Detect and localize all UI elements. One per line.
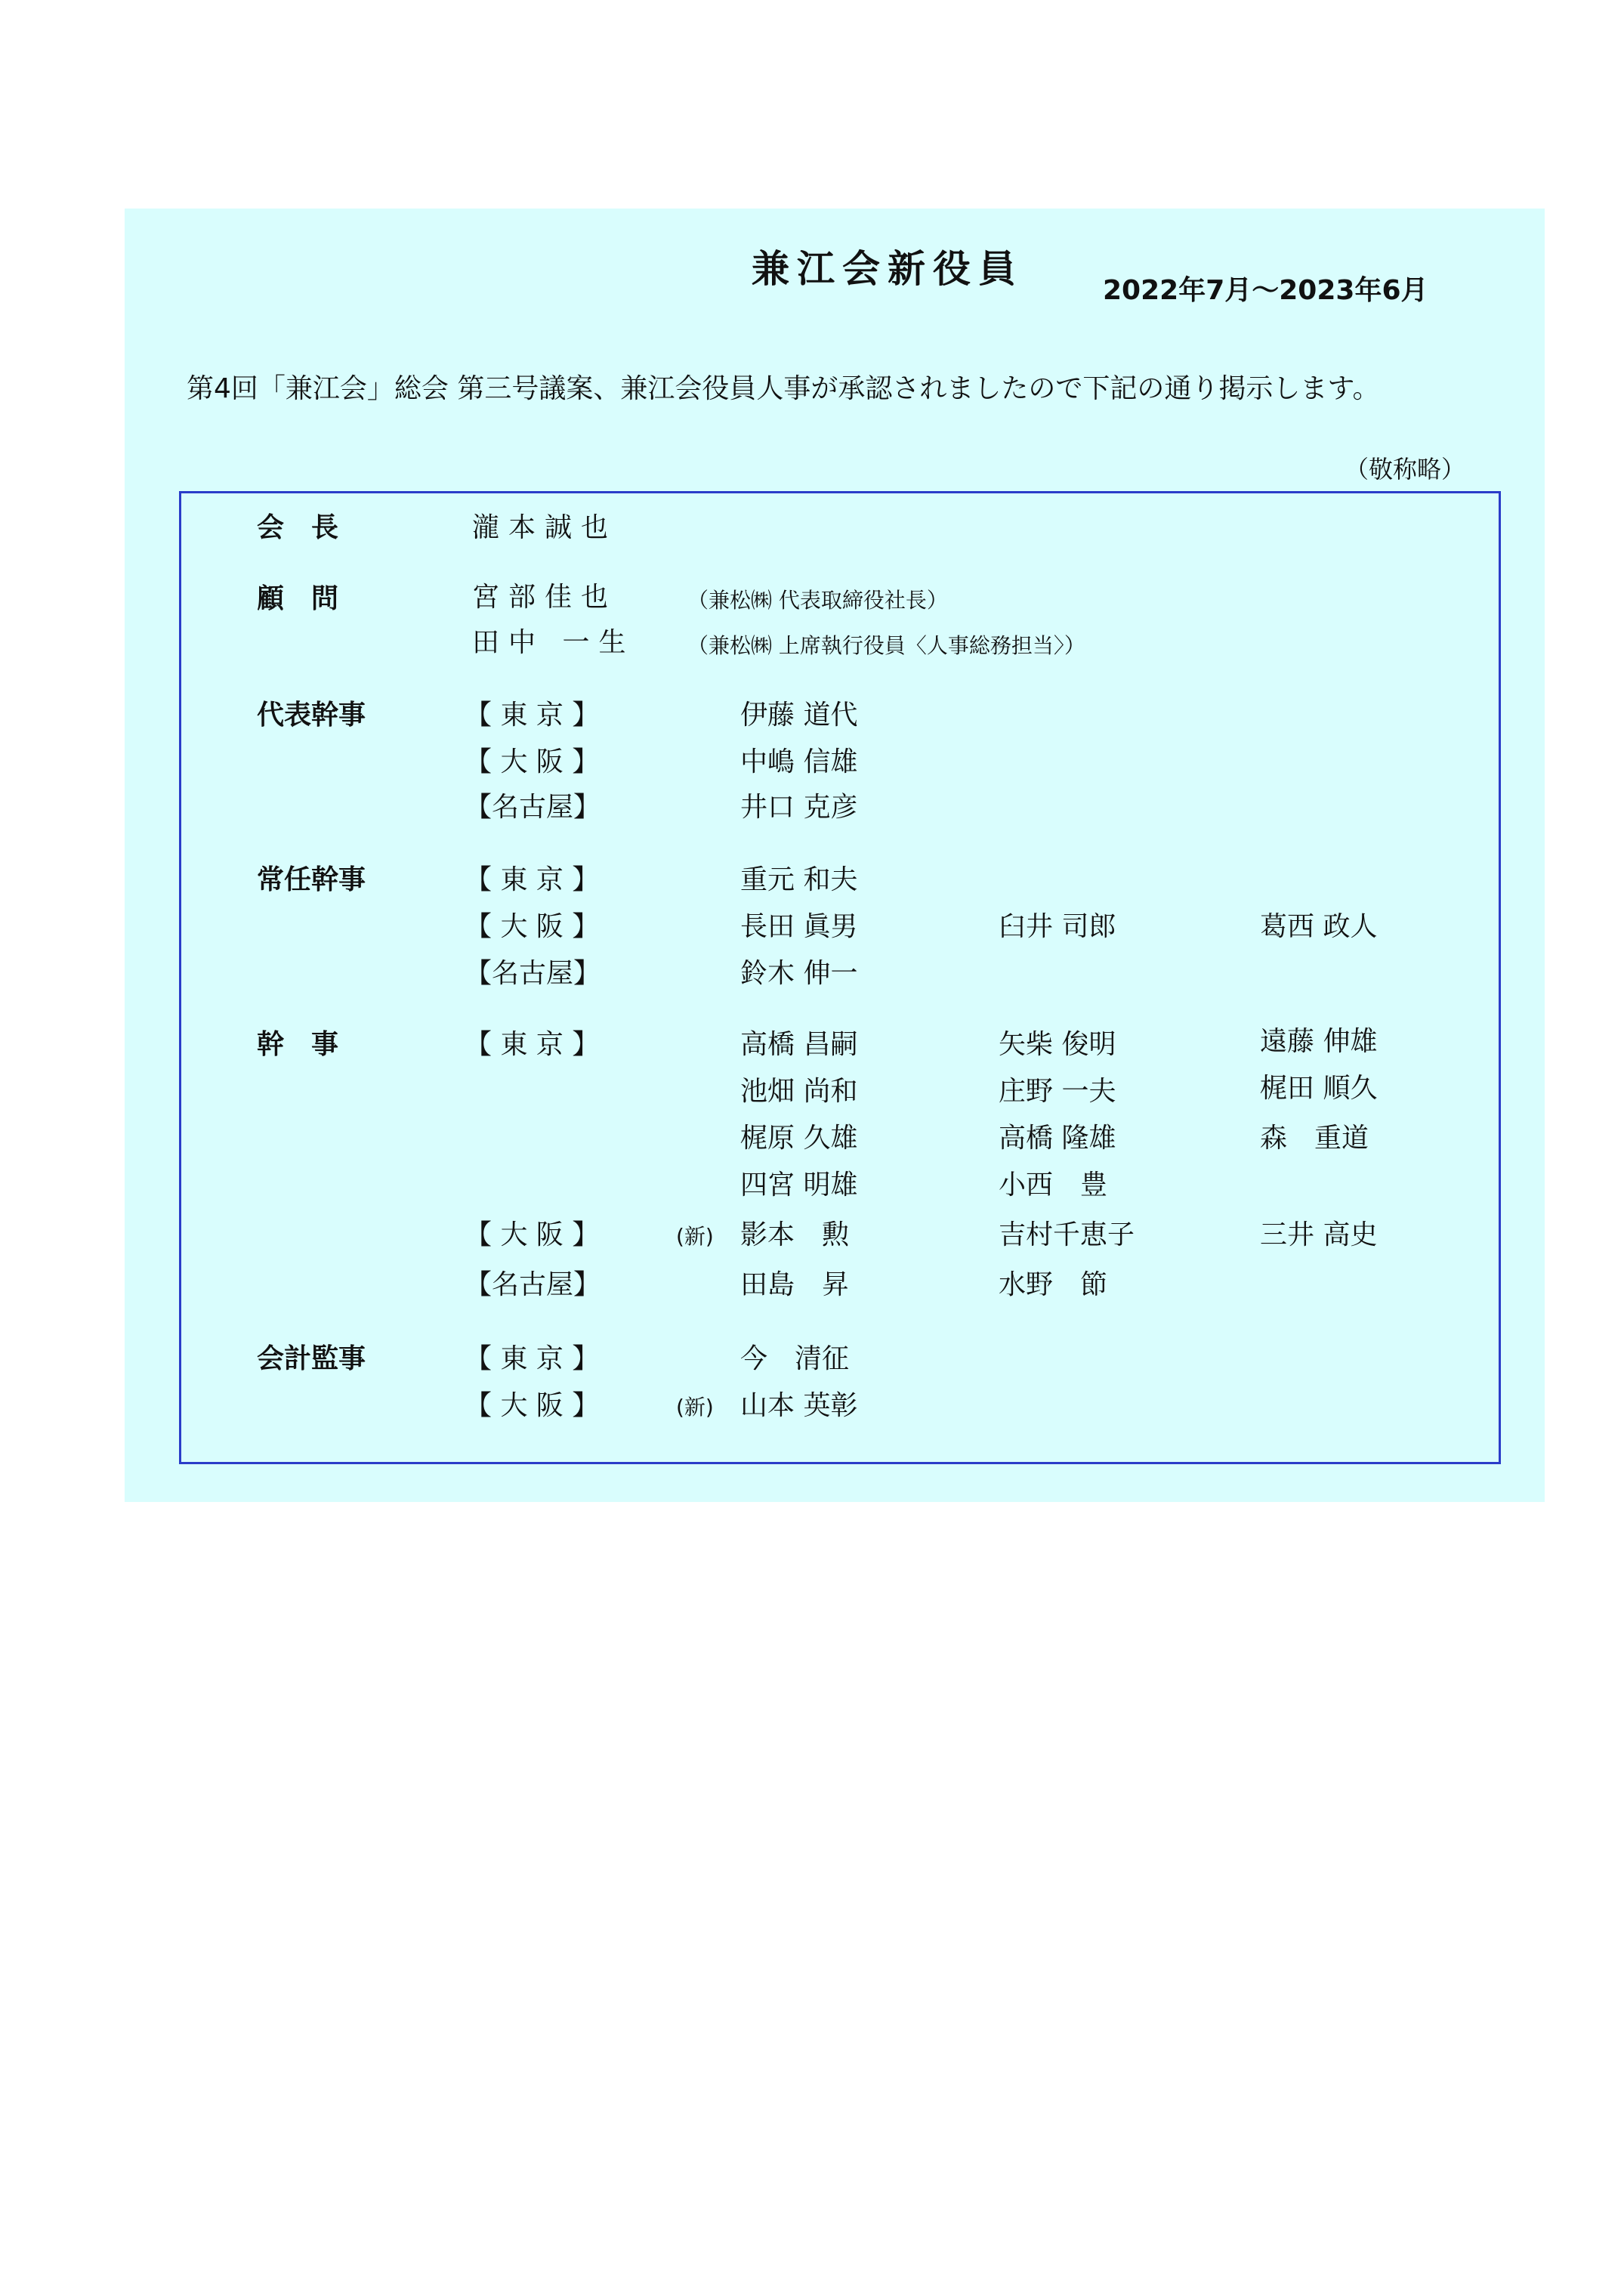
auditors-label: 会計監事: [257, 1343, 366, 1374]
officer-name: 庄野 一夫: [999, 1076, 1116, 1107]
officer-name: 遠藤 伸雄: [1260, 1026, 1378, 1057]
president-label: 会 長: [257, 512, 339, 543]
officer-name: 高橋 昌嗣: [740, 1029, 858, 1060]
officer-name: 葛西 政人: [1260, 911, 1378, 942]
officer-name: 鈴木 伸一: [740, 958, 858, 989]
officer-name: 梶田 順久: [1260, 1073, 1378, 1104]
officer-name: 臼井 司郎: [999, 911, 1116, 942]
new-mark: (新): [676, 1224, 714, 1249]
officer-name: 山本 英彰: [740, 1390, 858, 1421]
officer-name: 三井 高史: [1260, 1219, 1378, 1250]
page-title: 兼江会新役員: [752, 247, 1023, 291]
advisor-name: 宮部佳也: [472, 582, 618, 613]
officer-name: 池畑 尚和: [740, 1076, 858, 1107]
officer-name: 高橋 隆雄: [999, 1123, 1116, 1154]
advisors-label: 顧 問: [257, 583, 339, 614]
officer-name: 矢柴 俊明: [999, 1029, 1116, 1060]
advisor-note: （兼松㈱ 上席執行役員〈人事総務担当〉）: [687, 633, 1085, 658]
officer-name: 今 清征: [740, 1343, 850, 1374]
term-period: 2022年7月～2023年6月: [1103, 275, 1428, 306]
officer-name: 影本 勲: [740, 1219, 850, 1250]
standing-secretaries-label: 常任幹事: [257, 864, 366, 895]
officer-name: 中嶋 信雄: [740, 746, 858, 777]
region-osaka: 【 大 阪 】: [465, 1390, 600, 1421]
officer-name: 四宮 明雄: [740, 1170, 858, 1201]
officer-name: 森 重道: [1260, 1123, 1369, 1154]
officer-name: 重元 和夫: [740, 864, 858, 895]
secretaries-label: 幹 事: [257, 1029, 339, 1060]
new-mark: (新): [676, 1395, 714, 1420]
main-panel: [125, 209, 1545, 1502]
notice-text: 第4回「兼江会」総会 第三号議案、兼江会役員人事が承認されましたので下記の通り掲示します。: [187, 373, 1380, 404]
officer-name: 長田 眞男: [740, 911, 858, 942]
region-osaka: 【 大 阪 】: [465, 746, 600, 777]
rep-secretaries-label: 代表幹事: [257, 700, 366, 731]
advisor-name: 田中 一生: [472, 627, 635, 658]
region-tokyo: 【 東 京 】: [465, 1029, 600, 1060]
region-osaka: 【 大 阪 】: [465, 1219, 600, 1250]
officer-name: 吉村千恵子: [999, 1219, 1135, 1250]
officer-name: 水野 節: [999, 1269, 1108, 1300]
advisor-note: （兼松㈱ 代表取締役社長）: [687, 588, 948, 613]
region-tokyo: 【 東 京 】: [465, 700, 600, 731]
region-nagoya: 【名古屋】: [465, 792, 601, 823]
region-nagoya: 【名古屋】: [465, 1269, 601, 1300]
officer-list-box: [179, 491, 1501, 1464]
officer-name: 小西 豊: [999, 1170, 1108, 1201]
honorific-note: （敬称略）: [1345, 455, 1466, 484]
region-tokyo: 【 東 京 】: [465, 1343, 600, 1374]
region-tokyo: 【 東 京 】: [465, 864, 600, 895]
officer-name: 伊藤 道代: [740, 700, 858, 731]
region-nagoya: 【名古屋】: [465, 958, 601, 989]
officer-name: 田島 昇: [740, 1269, 850, 1300]
president-name: 瀧本誠也: [472, 512, 618, 543]
officer-name: 梶原 久雄: [740, 1123, 858, 1154]
officer-name: 井口 克彦: [740, 792, 858, 823]
region-osaka: 【 大 阪 】: [465, 911, 600, 942]
